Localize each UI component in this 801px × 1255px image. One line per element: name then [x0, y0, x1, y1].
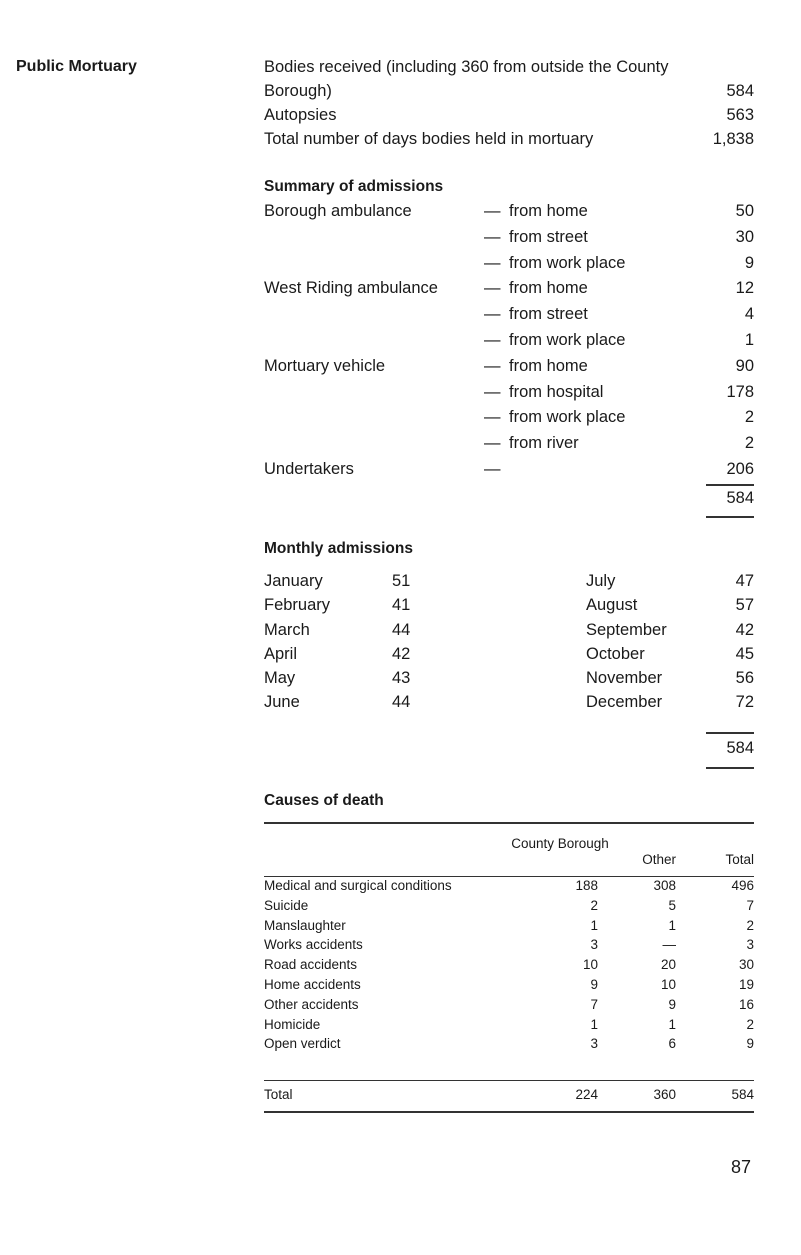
admission-count: 2 — [744, 408, 754, 427]
month-count: 44 — [392, 693, 411, 712]
page-number: 87 — [730, 1157, 751, 1177]
monthly-bottom-rule — [706, 767, 754, 769]
total-value: 30 — [738, 957, 754, 973]
county-borough-value: 2 — [590, 897, 598, 913]
admission-count: 50 — [735, 202, 754, 220]
monthly-total: 584 — [726, 739, 754, 757]
county-borough-value: 3 — [590, 937, 598, 953]
admission-source: Borough ambulance — [264, 202, 412, 220]
cause-label: Manslaughter — [264, 917, 346, 933]
intro-label: Autopsies — [264, 106, 337, 124]
month-count: 45 — [735, 644, 754, 663]
dash: — — [484, 382, 501, 401]
county-borough-value: 10 — [582, 957, 598, 973]
total-value: 3 — [746, 937, 754, 953]
dash: — — [484, 227, 501, 246]
admission-count: 4 — [744, 305, 754, 324]
admission-source: Undertakers — [264, 459, 354, 478]
causes-total-row — [264, 1087, 754, 1107]
county-borough-value: 1 — [590, 1016, 598, 1032]
total-value: 2 — [746, 1016, 754, 1032]
admission-count: 9 — [744, 253, 754, 272]
month-name: May — [264, 669, 296, 688]
summary-row — [264, 331, 754, 357]
summary-row — [264, 279, 754, 305]
monthly-row — [264, 572, 754, 596]
month-count: 43 — [392, 669, 411, 688]
monthly-row — [264, 645, 754, 669]
cause-label: Suicide — [264, 897, 309, 913]
causes-total-rule — [264, 1080, 754, 1081]
summary-row — [264, 305, 754, 331]
cause-label: Home accidents — [264, 976, 361, 992]
admission-count: 30 — [735, 227, 754, 246]
cause-label: Open verdict — [264, 1036, 341, 1052]
section-label: Public Mortuary — [16, 58, 137, 75]
monthly-title: Monthly admissions — [264, 540, 413, 557]
county-borough-value: 1 — [590, 917, 598, 933]
admission-detail: from home — [509, 356, 588, 375]
summary-row — [264, 357, 754, 383]
total-value: 2 — [746, 917, 754, 933]
total-label: Total — [264, 1087, 293, 1102]
intro-row — [264, 58, 754, 82]
monthly-row — [264, 621, 754, 645]
month-count: 51 — [392, 572, 411, 590]
intro-row — [264, 82, 754, 106]
summary-bottom-rule — [706, 516, 754, 518]
month-count: 47 — [735, 572, 754, 590]
total-value: 496 — [731, 878, 754, 893]
month-name: September — [586, 620, 667, 639]
dash: — — [484, 408, 501, 427]
monthly-row — [264, 693, 754, 717]
cause-label: Homicide — [264, 1016, 321, 1032]
table-row — [264, 898, 754, 918]
cause-label: Road accidents — [264, 957, 358, 973]
summary-row — [264, 202, 754, 228]
summary-rows — [264, 202, 754, 486]
summary-of-admissions — [264, 178, 754, 486]
summary-row — [264, 434, 754, 460]
admission-detail: from home — [509, 279, 588, 298]
admission-detail: from street — [509, 305, 588, 324]
month-count: 72 — [735, 693, 754, 712]
month-name: August — [586, 596, 638, 615]
causes-table — [264, 822, 754, 1056]
other-value: 5 — [668, 897, 676, 913]
summary-top-rule — [706, 484, 754, 486]
other-value: 1 — [668, 917, 676, 933]
county-borough-value: 7 — [590, 996, 598, 1012]
total-county-borough: 224 — [575, 1087, 598, 1102]
admission-count: 90 — [735, 356, 754, 375]
month-count: 44 — [392, 620, 411, 639]
county-borough-value: 9 — [590, 976, 598, 992]
admission-detail: from home — [509, 202, 588, 220]
cause-label: Medical and surgical conditions — [264, 878, 452, 893]
intro-label: Borough) — [264, 82, 332, 100]
causes-header-rule — [264, 876, 754, 877]
dash: — — [484, 253, 501, 272]
intro-row — [264, 130, 754, 154]
intro-value: 584 — [726, 82, 754, 100]
intro-value: 563 — [726, 106, 754, 124]
other-value: — — [662, 937, 676, 953]
admission-detail: from work place — [509, 330, 626, 349]
county-borough-value: 188 — [575, 878, 598, 893]
header-other: Other — [642, 852, 676, 867]
month-count: 42 — [735, 620, 754, 639]
dash: — — [484, 202, 501, 220]
intro-value: 1,838 — [712, 130, 754, 148]
dash: — — [484, 279, 501, 298]
admission-count: 206 — [726, 459, 754, 478]
month-name: April — [264, 644, 298, 663]
admission-source: Mortuary vehicle — [264, 356, 386, 375]
dash: — — [484, 330, 501, 349]
table-row — [264, 1036, 754, 1056]
month-name: June — [264, 693, 300, 712]
month-count: 57 — [735, 596, 754, 615]
admission-detail: from work place — [509, 253, 626, 272]
dash: — — [484, 356, 501, 375]
causes-title: Causes of death — [264, 792, 384, 809]
admission-detail: from street — [509, 227, 588, 246]
table-row — [264, 878, 754, 898]
county-borough-value: 3 — [590, 1036, 598, 1052]
summary-row — [264, 254, 754, 280]
admission-detail: from river — [509, 434, 579, 453]
admission-detail: from work place — [509, 408, 626, 427]
admission-source: West Riding ambulance — [264, 279, 438, 298]
causes-header — [264, 822, 754, 874]
monthly-row — [264, 669, 754, 693]
month-name: December — [586, 693, 663, 712]
dash: — — [484, 434, 501, 453]
admission-count: 2 — [744, 434, 754, 453]
summary-total: 584 — [726, 489, 754, 507]
total-value: 16 — [738, 996, 754, 1012]
header-total: Total — [725, 852, 754, 867]
intro-label: Bodies received (including 360 from outside the County — [264, 58, 669, 76]
dash: — — [484, 305, 501, 324]
admission-count: 178 — [726, 382, 754, 401]
month-name: February — [264, 596, 331, 615]
total-total: 584 — [731, 1087, 754, 1102]
summary-row — [264, 460, 754, 486]
admission-count: 1 — [744, 330, 754, 349]
intro-block — [264, 58, 754, 154]
month-name: January — [264, 572, 323, 590]
month-name: March — [264, 620, 310, 639]
other-value: 308 — [653, 878, 676, 893]
dash: — — [484, 459, 501, 478]
header-county-borough: County Borough — [511, 836, 609, 851]
intro-row — [264, 106, 754, 130]
table-row — [264, 957, 754, 977]
intro-label: Total number of days bodies held in mortuary — [264, 130, 594, 148]
summary-row — [264, 408, 754, 434]
summary-title: Summary of admissions — [264, 178, 444, 195]
month-name: November — [586, 669, 663, 688]
table-row — [264, 937, 754, 957]
summary-row — [264, 383, 754, 409]
month-name: July — [586, 572, 616, 590]
other-value: 10 — [660, 976, 676, 992]
other-value: 20 — [660, 957, 676, 973]
monthly-admissions — [264, 540, 754, 718]
causes-rows — [264, 874, 754, 1056]
total-other: 360 — [653, 1087, 676, 1102]
monthly-rows — [264, 572, 754, 718]
table-row — [264, 1017, 754, 1037]
total-value: 19 — [738, 976, 754, 992]
total-value: 9 — [746, 1036, 754, 1052]
table-row — [264, 977, 754, 997]
other-value: 6 — [668, 1036, 676, 1052]
month-count: 42 — [392, 644, 411, 663]
monthly-row — [264, 596, 754, 620]
summary-row — [264, 228, 754, 254]
total-value: 7 — [746, 897, 754, 913]
other-value: 1 — [668, 1016, 676, 1032]
month-name: October — [586, 644, 645, 663]
admission-count: 12 — [735, 279, 754, 298]
monthly-top-rule — [706, 732, 754, 734]
causes-bottom-rule — [264, 1111, 754, 1113]
cause-label: Works accidents — [264, 937, 363, 953]
admission-detail: from hospital — [509, 382, 604, 401]
table-row — [264, 918, 754, 938]
table-row — [264, 997, 754, 1017]
month-count: 41 — [392, 596, 411, 615]
other-value: 9 — [668, 996, 676, 1012]
cause-label: Other accidents — [264, 996, 359, 1012]
month-count: 56 — [735, 669, 754, 688]
